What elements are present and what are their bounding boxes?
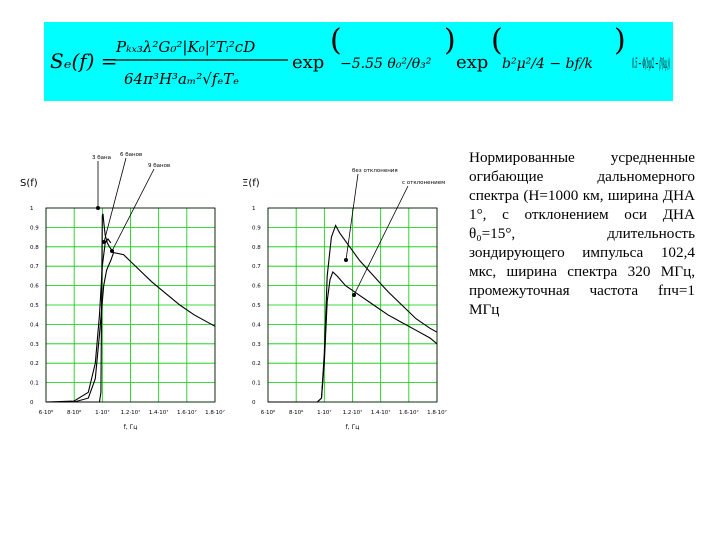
y-tick-label: 0 bbox=[30, 400, 34, 406]
y-tick-label: 0.7 bbox=[30, 264, 39, 271]
y-tick-label: 0.1 bbox=[30, 380, 39, 387]
formula-svg bbox=[44, 22, 673, 101]
y-tick-label: 1 bbox=[30, 206, 34, 212]
x-tick-label: 1.6·10⁷ bbox=[176, 410, 197, 416]
formula-panel bbox=[44, 22, 673, 101]
formula-denominator: 64π³H³aₘ²√fₑTₑ bbox=[124, 70, 239, 88]
x-tick-label: 1.4·10⁷ bbox=[148, 410, 169, 416]
y-tick-label: 0.3 bbox=[30, 341, 39, 348]
formula-numerator: Pₖₓ₃λ²G₀²|K₀|²Tᵢ²cD bbox=[116, 38, 256, 56]
y-axis-label: Ξ(f) bbox=[242, 178, 260, 189]
annotation-arrow bbox=[112, 169, 154, 251]
chart-1-group bbox=[242, 168, 447, 431]
x-tick-label: 1.4·10⁷ bbox=[370, 410, 391, 416]
annotation-arrowhead bbox=[102, 240, 106, 244]
annotation-label: 9 банов bbox=[148, 163, 171, 169]
y-tick-label: 0.5 bbox=[252, 303, 261, 309]
annotation-label: 3 бана bbox=[92, 155, 111, 161]
caption-body: Нормированные усредненные огибающие дальномерного спектра (Н=1000 км, ширина ДНА 1°, с отклонением оси ДНА θ₀=15°, длительность зондирующего импульса 102,4 мкс, ширина спектра 320 МГц, промежуточная частота fпч=1 МГц bbox=[469, 149, 695, 318]
chart-left bbox=[20, 150, 225, 435]
y-tick-label: 0.9 bbox=[252, 225, 261, 232]
x-tick-label: 1·10⁷ bbox=[95, 410, 110, 416]
formula-exp1-term: −5.55 θ₀²/θ₃² bbox=[340, 56, 432, 72]
annotation-label: с отклонением bbox=[402, 180, 446, 186]
formula-exp2-term: b²μ²/4 − bf/k bbox=[502, 56, 593, 72]
y-tick-label: 1 bbox=[252, 206, 256, 212]
chart-right bbox=[242, 150, 447, 435]
y-tick-label: 0.7 bbox=[252, 264, 261, 271]
annotation-arrowhead bbox=[344, 258, 348, 262]
formula-exp-2: exp bbox=[456, 52, 489, 73]
y-tick-label: 0.9 bbox=[30, 225, 39, 232]
y-axis-label: S(f) bbox=[20, 178, 38, 189]
chart-0-group bbox=[20, 152, 225, 431]
x-axis-label: f, Гц bbox=[123, 424, 138, 431]
y-tick-label: 0.4 bbox=[252, 322, 261, 329]
annotation-arrowhead bbox=[352, 293, 356, 297]
x-tick-label: 1·10⁷ bbox=[317, 410, 332, 416]
x-tick-label: 1.8·10⁷ bbox=[205, 410, 225, 416]
formula-lhs: Sₑ(f) = bbox=[50, 49, 118, 73]
x-tick-label: 6·10⁶ bbox=[38, 410, 54, 416]
y-tick-label: 0.2 bbox=[30, 361, 39, 368]
y-tick-label: 0.6 bbox=[30, 283, 39, 290]
x-axis-label: f, Гц bbox=[345, 424, 360, 431]
svg-text:(: ( bbox=[491, 23, 503, 58]
svg-text:): ) bbox=[614, 23, 626, 58]
y-tick-label: 0.2 bbox=[252, 361, 261, 368]
y-tick-label: 0.8 bbox=[30, 244, 39, 251]
svg-text:): ) bbox=[444, 23, 456, 58]
x-tick-label: 1.6·10⁷ bbox=[398, 410, 419, 416]
x-tick-label: 1.2·10⁷ bbox=[120, 410, 141, 416]
svg-text:(: ( bbox=[330, 23, 342, 58]
y-tick-label: 0 bbox=[252, 400, 256, 406]
y-tick-label: 0.4 bbox=[30, 322, 39, 329]
y-tick-label: 0.3 bbox=[252, 341, 261, 348]
x-tick-label: 8·10⁶ bbox=[66, 410, 82, 416]
y-tick-label: 0.5 bbox=[30, 303, 39, 309]
annotation-label: без отклонения bbox=[352, 168, 398, 174]
annotation-arrowhead bbox=[110, 249, 114, 253]
x-tick-label: 6·10⁶ bbox=[260, 410, 276, 416]
y-tick-label: 0.1 bbox=[252, 380, 261, 387]
formula-tail: 0.5 − Φ(bμ/2 − f/(kμ)) bbox=[632, 56, 670, 72]
x-tick-label: 8·10⁶ bbox=[288, 410, 304, 416]
caption-text bbox=[469, 148, 695, 319]
formula-exp-1: exp bbox=[292, 52, 325, 73]
y-tick-label: 0.6 bbox=[252, 283, 261, 290]
x-tick-label: 1.8·10⁷ bbox=[427, 410, 447, 416]
x-tick-label: 1.2·10⁷ bbox=[342, 410, 363, 416]
annotation-label: 6 банов bbox=[120, 152, 143, 158]
annotation-arrowhead bbox=[96, 206, 100, 210]
y-tick-label: 0.8 bbox=[252, 244, 261, 251]
